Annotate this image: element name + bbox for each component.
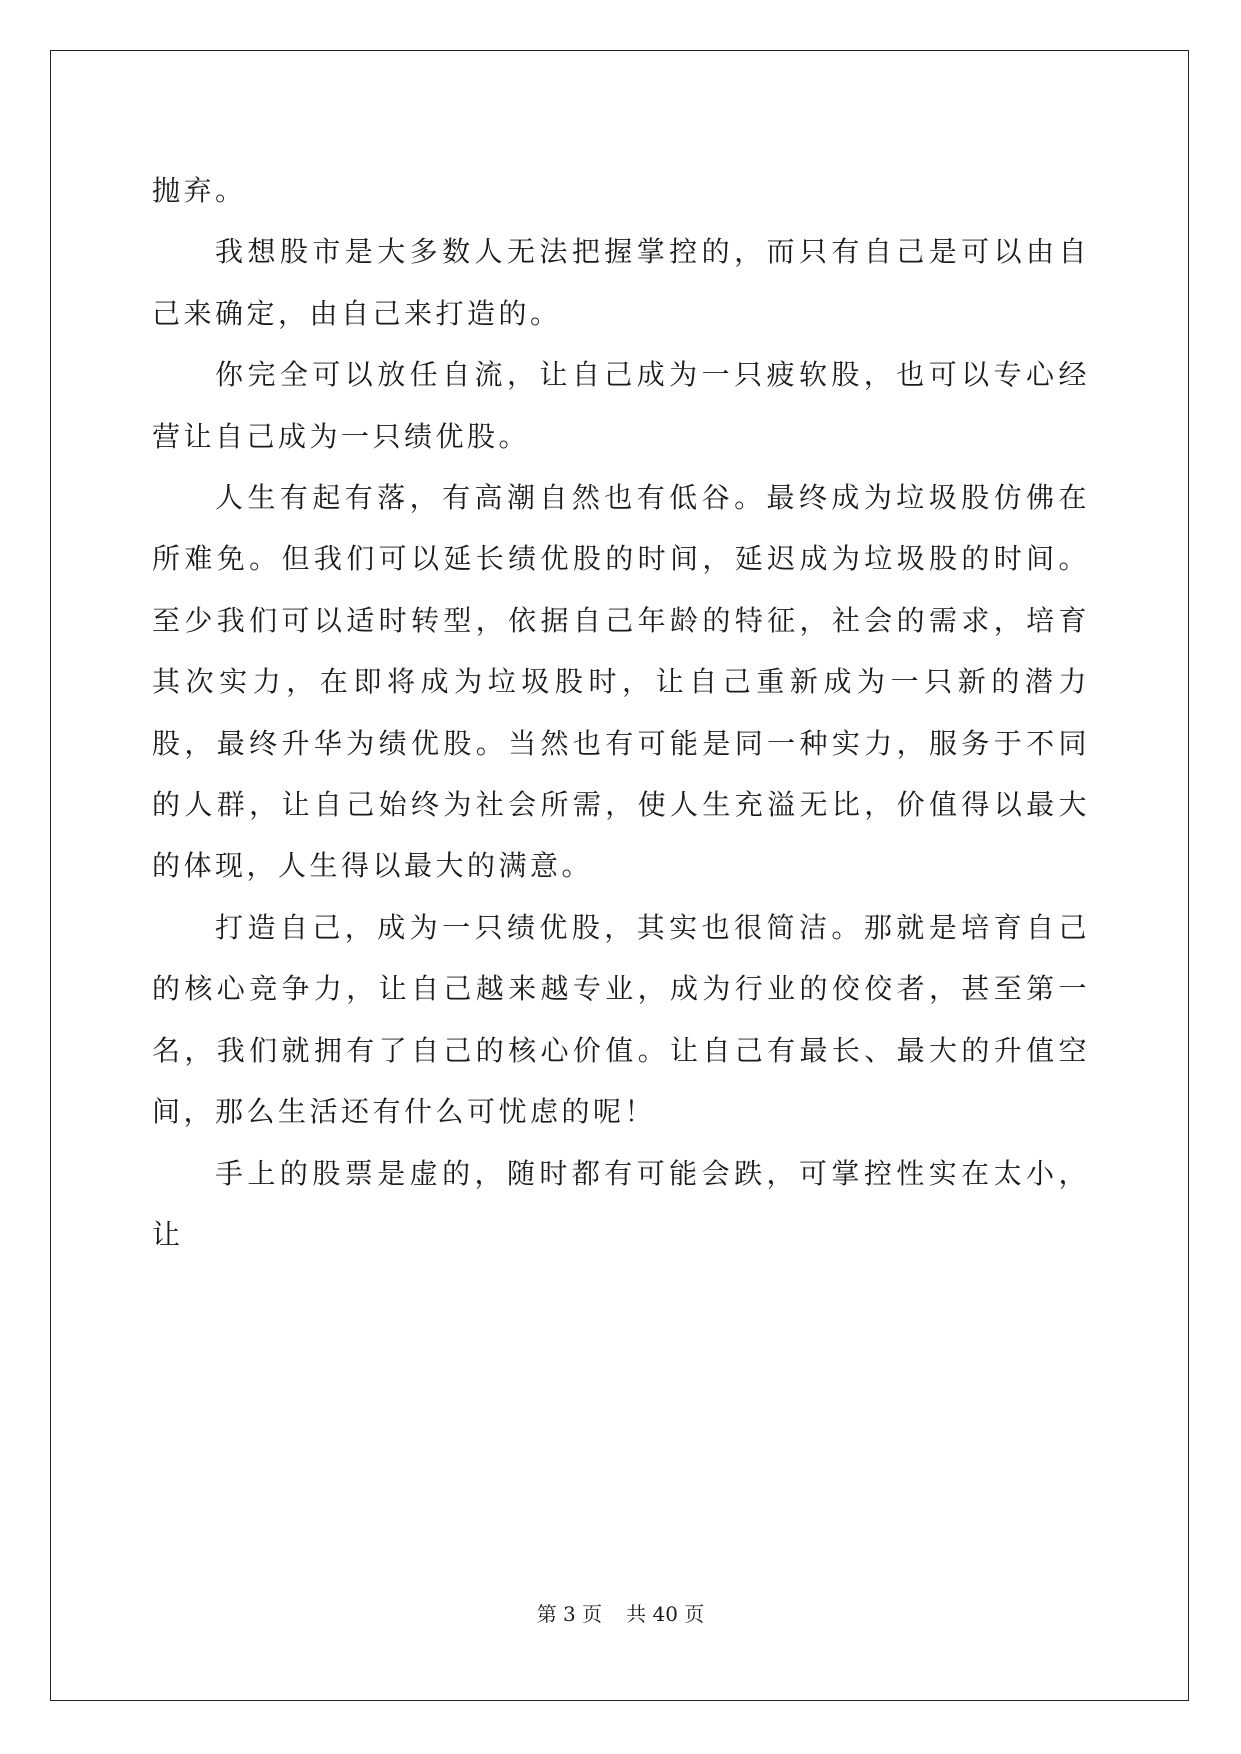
paragraph-2: 我想股市是大多数人无法把握掌控的，而只有自己是可以由自己来确定，由自己来打造的。	[152, 235, 1090, 330]
page-footer	[0, 1602, 1241, 1626]
paragraph-5: 打造自己，成为一只绩优股，其实也很简洁。那就是培育自己的核心竞争力，让自己越来越专业，成为行业的佼佼者，甚至第一名，我们就拥有了自己的核心价值。让自己有最长、最大的升值空间，那么生活还有什么可忧虑的呢！	[152, 910, 1090, 1129]
paragraph-3: 你完全可以放任自流，让自己成为一只疲软股，也可以专心经营让自己成为一只绩优股。	[152, 358, 1090, 453]
paragraph-4: 人生有起有落，有高潮自然也有低谷。最终成为垃圾股仿佛在所难免。但我们可以延长绩优股的时间，延迟成为垃圾股的时间。至少我们可以适时转型，依据自己年龄的特征，社会的需求，培育其次实力，在即将成为垃圾股时，让自己重新成为一只新的潜力股，最终升华为绩优股。当然也有可能是同一种实力，服务于不同的人群，让自己始终为社会所需，使人生充溢无比，价值得以最大的体现，人生得以最大的满意。	[152, 481, 1090, 883]
paragraph-1: 抛弃。	[152, 174, 247, 207]
paragraph-6: 手上的股票是虚的，随时都有可能会跌，可掌控性实在太小，让	[152, 1156, 1090, 1251]
page-number: 第 3 页	[536, 1602, 603, 1626]
document-body	[152, 160, 1090, 1265]
page-total: 共 40 页	[626, 1602, 705, 1626]
